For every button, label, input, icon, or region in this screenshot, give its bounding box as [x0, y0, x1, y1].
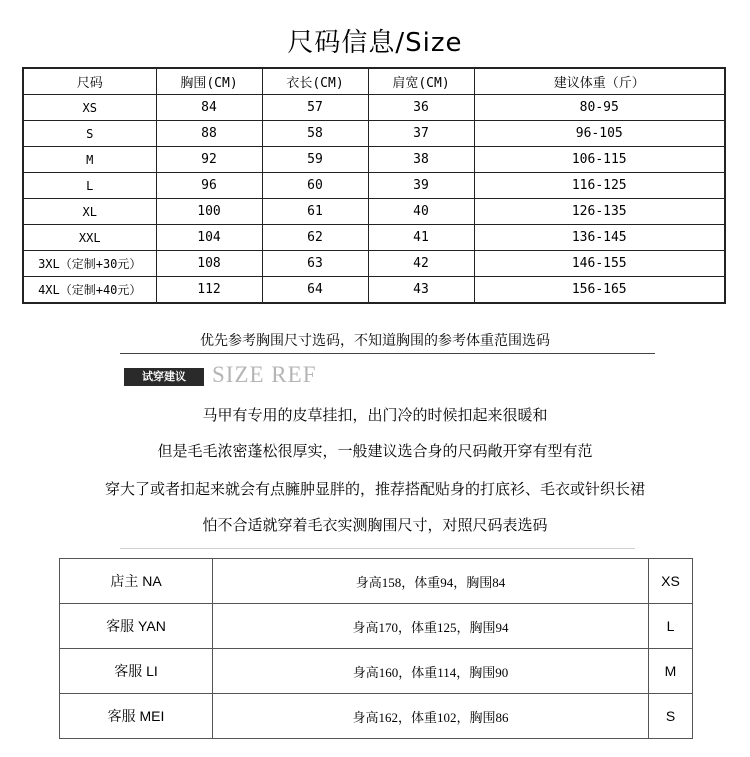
cell-chest: 92: [156, 147, 262, 173]
table-row: [23, 277, 725, 304]
staff-name: 店主 NA: [60, 559, 213, 604]
table-row: [23, 95, 725, 121]
cell-size: L: [23, 173, 156, 199]
cell-shoulder: 41: [368, 225, 474, 251]
cell-length: 59: [262, 147, 368, 173]
cell-weight: 96-105: [474, 121, 725, 147]
fitting-subtitle: SIZE REF: [212, 362, 317, 387]
size-table-header: [23, 68, 725, 95]
header-weight: 建议体重（斤）: [474, 68, 725, 95]
staff-measurements: 身高170，体重125，胸围94: [213, 604, 649, 649]
cell-shoulder: 37: [368, 121, 474, 147]
staff-measurements: 身高162，体重102，胸围86: [213, 694, 649, 739]
cell-size: XL: [23, 199, 156, 225]
cell-weight: 106-115: [474, 147, 725, 173]
cell-weight: 80-95: [474, 95, 725, 121]
cell-weight: 126-135: [474, 199, 725, 225]
staff-name: 客服 YAN: [60, 604, 213, 649]
staff-fit-table: [59, 558, 693, 739]
cell-length: 63: [262, 251, 368, 277]
cell-length: 60: [262, 173, 368, 199]
fitting-advice-line: 但是毛毛浓密蓬松很厚实，一般建议选合身的尺码敞开穿有型有范: [157, 442, 593, 460]
fitting-badge: 试穿建议: [124, 368, 204, 386]
cell-length: 62: [262, 225, 368, 251]
cell-size: 3XL（定制+30元）: [23, 251, 156, 277]
cell-chest: 96: [156, 173, 262, 199]
cell-chest: 104: [156, 225, 262, 251]
table-row: [23, 147, 725, 173]
cell-chest: 112: [156, 277, 262, 304]
cell-weight: 146-155: [474, 251, 725, 277]
fitting-advice-line: 穿大了或者扣起来就会有点臃肿显胖的，推荐搭配贴身的打底衫、毛衣或针织长裙: [104, 480, 645, 498]
cell-size: XXL: [23, 225, 156, 251]
table-row: [23, 199, 725, 225]
table-row: [60, 694, 693, 739]
staff-name: 客服 MEI: [60, 694, 213, 739]
table-row: [60, 649, 693, 694]
cell-shoulder: 39: [368, 173, 474, 199]
cell-shoulder: 43: [368, 277, 474, 304]
cell-length: 61: [262, 199, 368, 225]
table-row: [23, 121, 725, 147]
cell-weight: 136-145: [474, 225, 725, 251]
staff-size: L: [649, 604, 693, 649]
staff-size: M: [649, 649, 693, 694]
cell-size: S: [23, 121, 156, 147]
fitting-advice-line: 怕不合适就穿着毛衣实测胸围尺寸，对照尺码表选码: [202, 516, 548, 534]
size-selection-note: 优先参考胸围尺寸选码，不知道胸围的参考体重范围选码: [200, 333, 550, 349]
staff-size: XS: [649, 559, 693, 604]
cell-chest: 100: [156, 199, 262, 225]
size-table: [22, 67, 726, 304]
cell-length: 64: [262, 277, 368, 304]
cell-shoulder: 40: [368, 199, 474, 225]
table-row: [60, 559, 693, 604]
cell-shoulder: 42: [368, 251, 474, 277]
fitting-advice-line: 马甲有专用的皮草挂扣，出门冷的时候扣起来很暖和: [202, 406, 548, 424]
cell-chest: 88: [156, 121, 262, 147]
cell-size: M: [23, 147, 156, 173]
cell-length: 57: [262, 95, 368, 121]
header-length: 衣长(CM): [262, 68, 368, 95]
table-row: [23, 225, 725, 251]
table-row: [23, 251, 725, 277]
advice-divider: [120, 548, 635, 549]
header-chest: 胸围(CM): [156, 68, 262, 95]
cell-size: 4XL（定制+40元）: [23, 277, 156, 304]
staff-measurements: 身高160，体重114，胸围90: [213, 649, 649, 694]
cell-size: XS: [23, 95, 156, 121]
cell-shoulder: 36: [368, 95, 474, 121]
page-title: 尺码信息/Size: [287, 28, 463, 58]
cell-weight: 156-165: [474, 277, 725, 304]
table-row: [60, 604, 693, 649]
cell-chest: 108: [156, 251, 262, 277]
header-size: 尺码: [23, 68, 156, 95]
cell-weight: 116-125: [474, 173, 725, 199]
note-divider: [120, 353, 655, 354]
staff-size: S: [649, 694, 693, 739]
header-shoulder: 肩宽(CM): [368, 68, 474, 95]
cell-shoulder: 38: [368, 147, 474, 173]
cell-chest: 84: [156, 95, 262, 121]
staff-name: 客服 LI: [60, 649, 213, 694]
staff-measurements: 身高158，体重94，胸围84: [213, 559, 649, 604]
table-row: [23, 173, 725, 199]
cell-length: 58: [262, 121, 368, 147]
